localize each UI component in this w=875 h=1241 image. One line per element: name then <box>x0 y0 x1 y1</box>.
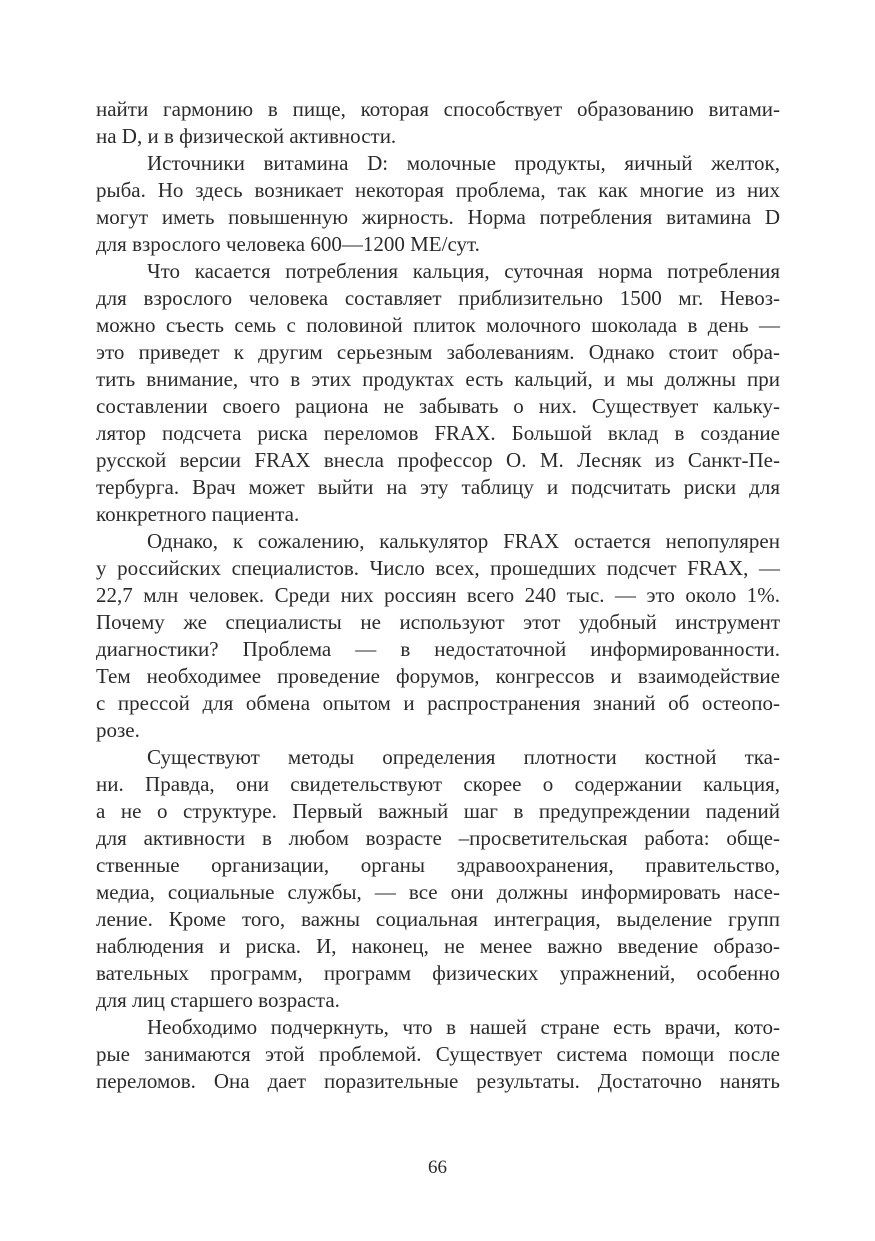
paragraph-continuation <box>96 96 780 150</box>
text-line: могут иметь повышенную жирность. Норма потребления витамина D <box>96 205 780 229</box>
text-line: Необходимо подчеркнуть, что в нашей стране есть врачи, кото- <box>147 1015 780 1039</box>
text-line: переломов. Она дает поразительные результаты. Достаточно нанять <box>96 1069 780 1093</box>
text-line: тербурга. Врач может выйти на эту таблицу и подсчитать риски для <box>96 475 780 499</box>
text-line: для активности в любом возрасте –просветительская работа: обще- <box>96 826 780 850</box>
text-line: ни. Правда, они свидетельствуют скорее о содержании кальция, <box>96 772 780 796</box>
text-line: Что касается потребления кальция, суточная норма потребления <box>147 259 780 283</box>
text-line: найти гармонию в пище, которая способствует образованию витами- <box>96 97 780 121</box>
text-line: 22,7 млн человек. Среди них россиян всего 240 тыс. — это около 1%. <box>96 583 780 607</box>
text-line: вательных программ, программ физических упражнений, особенно <box>96 961 780 985</box>
text-line: для взрослого человека составляет приблизительно 1500 мг. Невоз- <box>96 286 780 310</box>
paragraph-doctors <box>96 1014 780 1095</box>
text-line: тить внимание, что в этих продуктах есть кальций, и мы должны при <box>96 367 780 391</box>
text-line: Тем необходимее проведение форумов, конгрессов и взаимодействие <box>96 664 780 688</box>
text-line: наблюдения и риска. И, наконец, не менее важно введение образо- <box>96 934 780 958</box>
text-line: можно съесть семь с половиной плиток молочного шоколада в день — <box>96 313 780 337</box>
paragraph-frax <box>96 528 780 744</box>
text-line: лятор подсчета риска переломов FRAX. Большой вклад в создание <box>96 421 780 445</box>
text-line: рыба. Но здесь возникает некоторая проблема, так как многие из них <box>96 178 780 202</box>
text-line: а не о структуре. Первый важный шаг в предупреждении падений <box>96 799 780 823</box>
text-line: медиа, социальные службы, — все они должны информировать насе- <box>96 880 780 904</box>
page-number: 66 <box>428 1157 447 1178</box>
paragraph-calcium <box>96 258 780 528</box>
text-line: русской версии FRAX внесла профессор О. М. Лесняк из Санкт-Пе- <box>96 448 780 472</box>
text-line: у российских специалистов. Число всех, прошедших подсчет FRAX, — <box>96 556 780 580</box>
text-line: конкретного пациента. <box>96 502 300 526</box>
text-line: Однако, к сожалению, калькулятор FRAX остается непопулярен <box>147 529 780 553</box>
text-line: розе. <box>96 718 140 742</box>
text-line: рые занимаются этой проблемой. Существует система помощи после <box>96 1042 780 1066</box>
text-line: это приведет к другим серьезным заболеваниям. Однако стоит обра- <box>96 340 780 364</box>
text-line: Существуют методы определения плотности костной тка- <box>147 745 780 769</box>
text-line: Почему же специалисты не используют этот удобный инструмент <box>96 610 780 634</box>
text-line: для лиц старшего возраста. <box>96 988 340 1012</box>
text-line: для взрослого человека 600—1200 МЕ/сут. <box>96 232 480 256</box>
body-text <box>96 96 780 1095</box>
paragraph-vitamin-d-sources <box>96 150 780 258</box>
text-line: с прессой для обмена опытом и распространения знаний об остеопо- <box>96 691 780 715</box>
text-line: ственные организации, органы здравоохранения, правительство, <box>96 853 780 877</box>
text-line: ление. Кроме того, важны социальная интеграция, выделение групп <box>96 907 780 931</box>
text-line: диагностики? Проблема — в недостаточной информированности. <box>96 637 780 661</box>
text-line: на D, и в физической активности. <box>96 124 397 148</box>
text-line: составлении своего рациона не забывать о них. Существует кальку- <box>96 394 780 418</box>
text-line: Источники витамина D: молочные продукты, яичный желток, <box>147 151 780 175</box>
paragraph-bone-density <box>96 744 780 1014</box>
